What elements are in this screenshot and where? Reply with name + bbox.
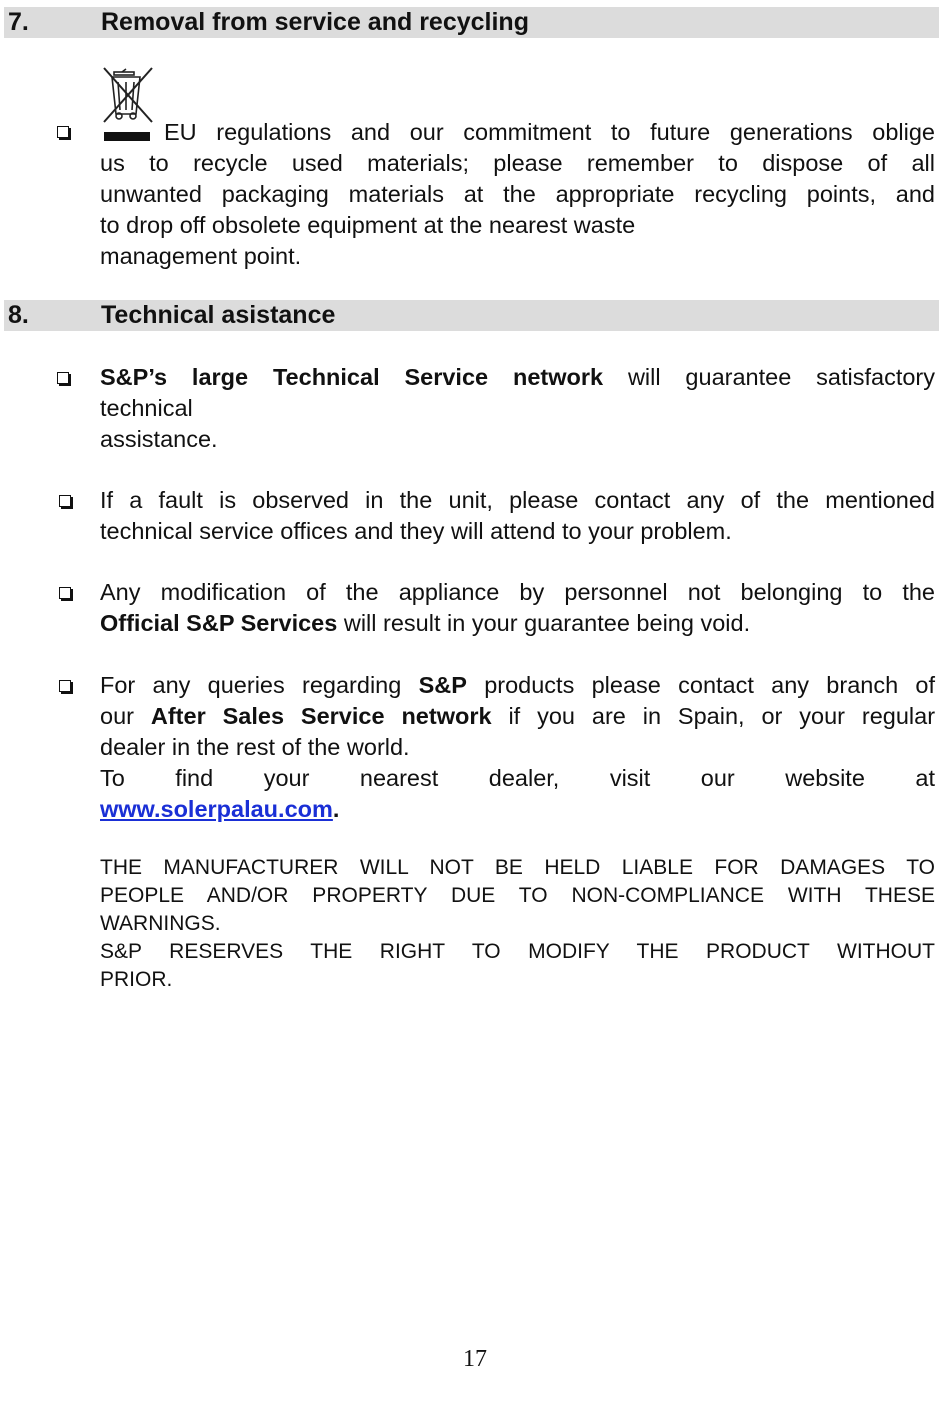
modification-paragraph [100, 577, 935, 639]
paragraph-line: If a fault is observed in the unit, please contact any of the mentioned [100, 487, 935, 513]
paragraph-line: to drop off obsolete equipment at the nearest waste [100, 212, 636, 238]
section-number: 7. [8, 8, 29, 36]
checkbox-bullet-icon [57, 126, 69, 138]
paragraph-line: us to recycle used materials; please remember to dispose of all [100, 150, 935, 176]
paragraph-text: will result in your guarantee being void. [343, 610, 751, 636]
paragraph-line: Any modification of the appliance by personnel not belonging to the [100, 579, 935, 605]
section-title: Removal from service and recycling [101, 8, 529, 36]
paragraph-text: For any queries regarding [100, 672, 402, 698]
service-network-paragraph [100, 362, 935, 455]
notice-line: WARNINGS. [100, 912, 221, 935]
notice-line: THE MANUFACTURER WILL NOT BE HELD LIABLE FOR DAMAGES TO [100, 856, 935, 879]
bold-text: Official S&P Services [100, 610, 338, 636]
checkbox-bullet-icon [57, 372, 69, 384]
notice-line: PRIOR. [100, 968, 173, 991]
checkbox-bullet-icon [59, 495, 71, 507]
paragraph-text: if you are in Spain, or your regular [508, 703, 936, 729]
paragraph-line: technical service offices and they will attend to your problem. [100, 518, 732, 544]
paragraph-line: EU regulations and our commitment to future generations oblige [164, 119, 935, 145]
paragraph-text: will guarantee satisfactory [627, 364, 935, 390]
bold-text: S&P’s large Technical Service network [100, 364, 604, 390]
section-title: Technical asistance [101, 301, 336, 329]
section-8-header [4, 300, 939, 331]
fault-paragraph [100, 485, 935, 547]
paragraph-line: assistance. [100, 426, 218, 452]
page-number: 17 [463, 1346, 487, 1372]
liability-notice [100, 854, 935, 994]
paragraph-line: unwanted packaging materials at the appropriate recycling points, and [100, 181, 935, 207]
checkbox-bullet-icon [59, 587, 71, 599]
section-7-header [4, 7, 939, 38]
paragraph-text: our [100, 703, 134, 729]
link-suffix: . [332, 796, 340, 822]
bold-text: After Sales Service network [150, 703, 492, 729]
bold-text: S&P [418, 672, 467, 698]
website-link[interactable]: www.solerpalau.com [100, 796, 333, 822]
checkbox-bullet-icon [59, 680, 71, 692]
paragraph-text: products please contact any branch of [484, 672, 936, 698]
section-number: 8. [8, 301, 29, 329]
notice-line: S&P RESERVES THE RIGHT TO MODIFY THE PRODUCT WITHOUT [100, 940, 935, 963]
paragraph-line: management point. [100, 243, 302, 269]
notice-line: PEOPLE AND/OR PROPERTY DUE TO NON-COMPLIANCE WITH THESE [100, 884, 935, 907]
paragraph-line: dealer in the rest of the world. [100, 734, 410, 760]
paragraph-line: To find your nearest dealer, visit our website at [100, 765, 935, 791]
queries-paragraph [100, 670, 935, 825]
paragraph-line: technical [100, 395, 193, 421]
recycling-paragraph [100, 117, 935, 272]
